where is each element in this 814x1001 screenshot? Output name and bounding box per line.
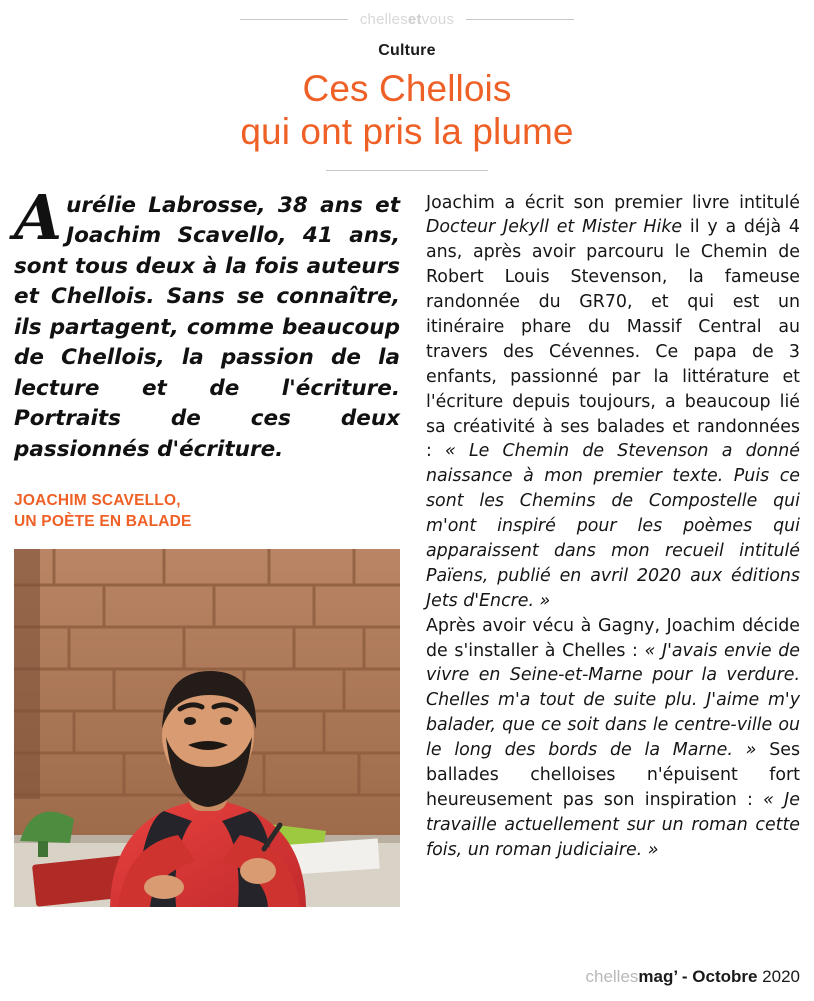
masthead-brand-part1: chelles — [359, 10, 408, 28]
footer-year: 2020 — [762, 967, 800, 986]
article-intro — [14, 180, 400, 466]
section-kicker: Culture — [378, 42, 436, 59]
p2-quote-2: « Je travaille actuellement sur un roman cette fois, un roman judiciaire. » — [426, 789, 801, 860]
body-paragraph-2 — [426, 614, 800, 863]
article-subhead-line1: JOACHIM SCAVELLO, — [14, 492, 181, 510]
body-paragraph-1 — [426, 191, 800, 614]
footer-mag: mag’ — [638, 967, 678, 986]
headline-divider — [326, 170, 488, 171]
article-subhead — [14, 491, 400, 533]
footer-month: - Octobre — [677, 967, 763, 986]
page-title-line1: Ces Chellois — [302, 68, 512, 109]
p2-seg-b: Ses ballades chelloises n'épuisent fort heureusement pas son inspiration : — [426, 740, 801, 810]
right-column — [426, 191, 800, 907]
masthead — [14, 0, 800, 32]
p1-seg-b: il y a déjà 4 ans, après avoir parcouru le Chemin de Robert Louis Stevenson, la fameuse randonnée du GR70, et qui est un itinéraire phare du Massif Central au travers des Cévennes. Ce papa de 3 enfants, passionné par la littérature et l'écriture depuis toujours, a beaucoup lié sa créativité à ses balades et randonnées : — [426, 217, 800, 462]
article-subhead-line2: UN POÈTE EN BALADE — [14, 513, 192, 531]
article-photo — [14, 549, 400, 907]
intro-text: urélie Labrosse, 38 ans et Joachim Scavello, 41 ans, sont tous deux à la fois auteurs et Chellois. Sans se connaître, ils partagent, comme beaucoup de Chellois, la passion de la lecture et de l'écriture. Portraits de ces deux passionnés d'écriture. — [14, 192, 400, 462]
headline-block — [14, 42, 800, 171]
article-columns — [14, 180, 801, 907]
page-footer — [585, 967, 800, 987]
p2-seg-a: Après avoir vécu à Gagny, Joachim décide de s'installer à Chelles : — [426, 615, 800, 661]
left-column — [14, 180, 400, 907]
p2-quote-1: « J'avais envie de vivre en Seine-et-Marne pour la verdure. Chelles m'a tout de suite plu. J'aime m'y balader, que ce soit dans le centre-ville ou le long des bords de la Marne. » — [426, 640, 800, 761]
masthead-rule-right — [466, 19, 574, 20]
photo-illustration — [14, 549, 400, 907]
masthead-brand-et: et — [407, 10, 422, 28]
masthead-brand-part2: vous — [421, 10, 455, 28]
page-title — [14, 67, 800, 154]
masthead-rule-left — [240, 19, 348, 20]
p1-seg-a: Joachim a écrit son premier livre intitulé — [426, 192, 800, 213]
p1-book-title: Docteur Jekyll et Mister Hike — [426, 217, 683, 238]
p1-quote: « Le Chemin de Stevenson a donné naissance à mon premier texte. Puis ce sont les Chemins de Compostelle qui m'ont inspiré pour les poèmes qui apparaissent dans mon recueil intitulé Païens, publié en avril 2020 aux éditions Jets d'Encre. » — [426, 441, 801, 611]
footer-chelles: chelles — [585, 967, 639, 986]
drop-cap: A — [14, 180, 63, 254]
masthead-brand — [348, 11, 466, 28]
article-body — [426, 191, 800, 863]
page-title-line2: qui ont pris la plume — [240, 111, 574, 153]
